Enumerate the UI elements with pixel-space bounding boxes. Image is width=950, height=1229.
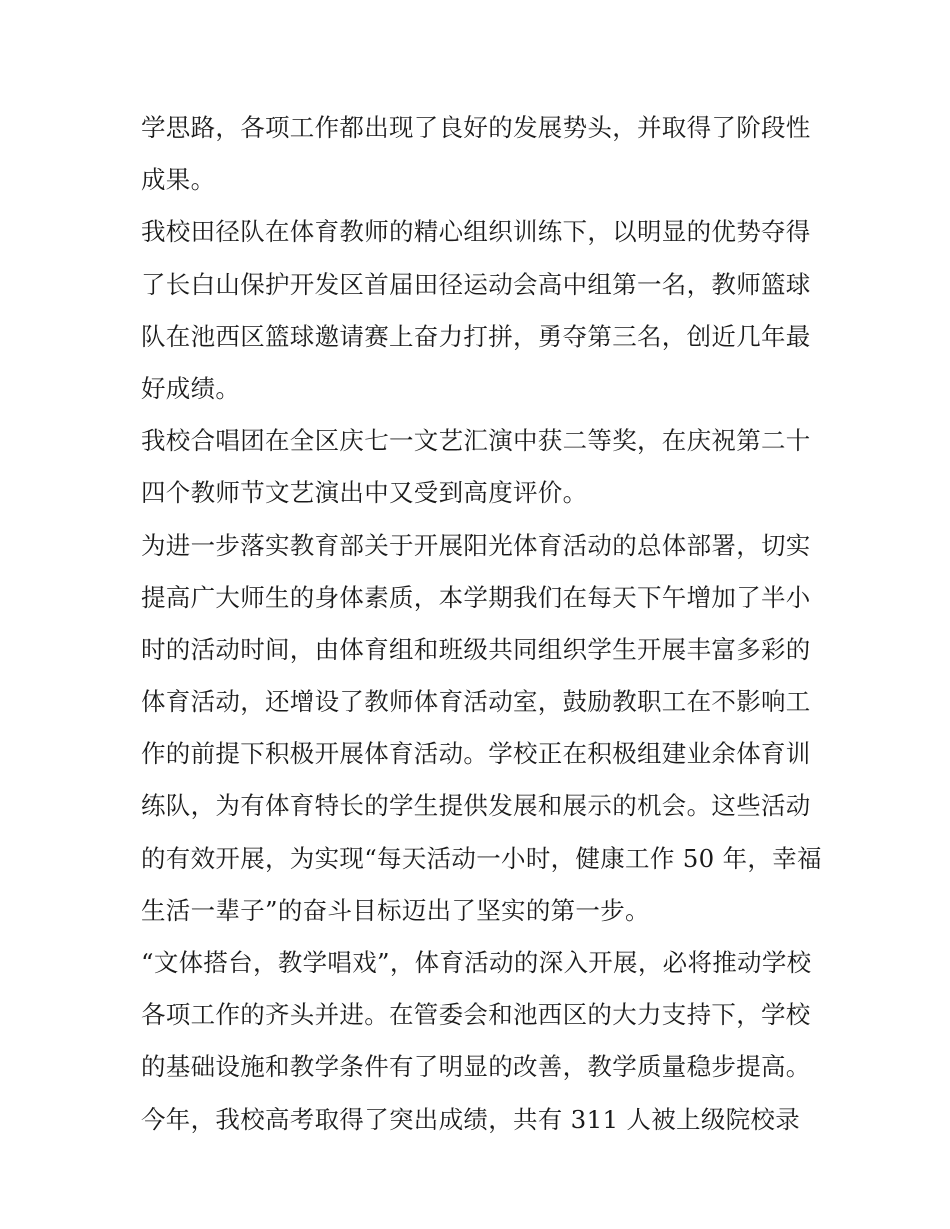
body-text bbox=[141, 102, 821, 1146]
text-line: 成果。 bbox=[141, 165, 216, 195]
text-line: 各项工作的齐头并进。在管委会和池西区的大力支持下，学校 bbox=[141, 1000, 811, 1030]
text-line: 四个教师节文艺演出中又受到高度评价。 bbox=[141, 478, 588, 508]
text-line: 的基础设施和教学条件有了明显的改善，教学质量稳步提高。 bbox=[141, 1052, 811, 1082]
text-line: 时的活动时间，由体育组和班级共同组织学生开展丰富多彩的 bbox=[141, 634, 811, 664]
text-line: 今年，我校高考取得了突出成绩，共有 311 人被上级院校录 bbox=[141, 1104, 801, 1134]
text-line: 我校田径队在体育教师的精心组织训练下，以明显的优势夺得 bbox=[141, 217, 811, 247]
text-line: 好成绩。 bbox=[141, 373, 241, 403]
text-line: 为进一步落实教育部关于开展阳光体育活动的总体部署，切实 bbox=[141, 530, 811, 560]
text-line: 生活一辈子”的奋斗目标迈出了坚实的第一步。 bbox=[141, 895, 650, 925]
text-line: “文体搭台，教学唱戏”，体育活动的深入开展，必将推动学校 bbox=[141, 948, 812, 977]
text-line: 队在池西区篮球邀请赛上奋力打拼，勇夺第三名，创近几年最 bbox=[141, 321, 811, 351]
text-line: 作的前提下积极开展体育活动。学校正在积极组建业余体育训 bbox=[141, 739, 811, 769]
text-line: 了长白山保护开发区首届田径运动会高中组第一名，教师篮球 bbox=[141, 269, 811, 299]
text-line: 的有效开展，为实现“每天活动一小时，健康工作 50 年，幸福 bbox=[141, 843, 822, 873]
text-line: 练队，为有体育特长的学生提供发展和展示的机会。这些活动 bbox=[141, 791, 811, 821]
text-line: 我校合唱团在全区庆七一文艺汇演中获二等奖，在庆祝第二十 bbox=[141, 426, 811, 456]
text-line: 学思路，各项工作都出现了良好的发展势头，并取得了阶段性 bbox=[141, 113, 811, 142]
text-line: 体育活动，还增设了教师体育活动室，鼓励教职工在不影响工 bbox=[141, 687, 811, 717]
text-line: 提高广大师生的身体素质，本学期我们在每天下午增加了半小 bbox=[141, 582, 811, 612]
